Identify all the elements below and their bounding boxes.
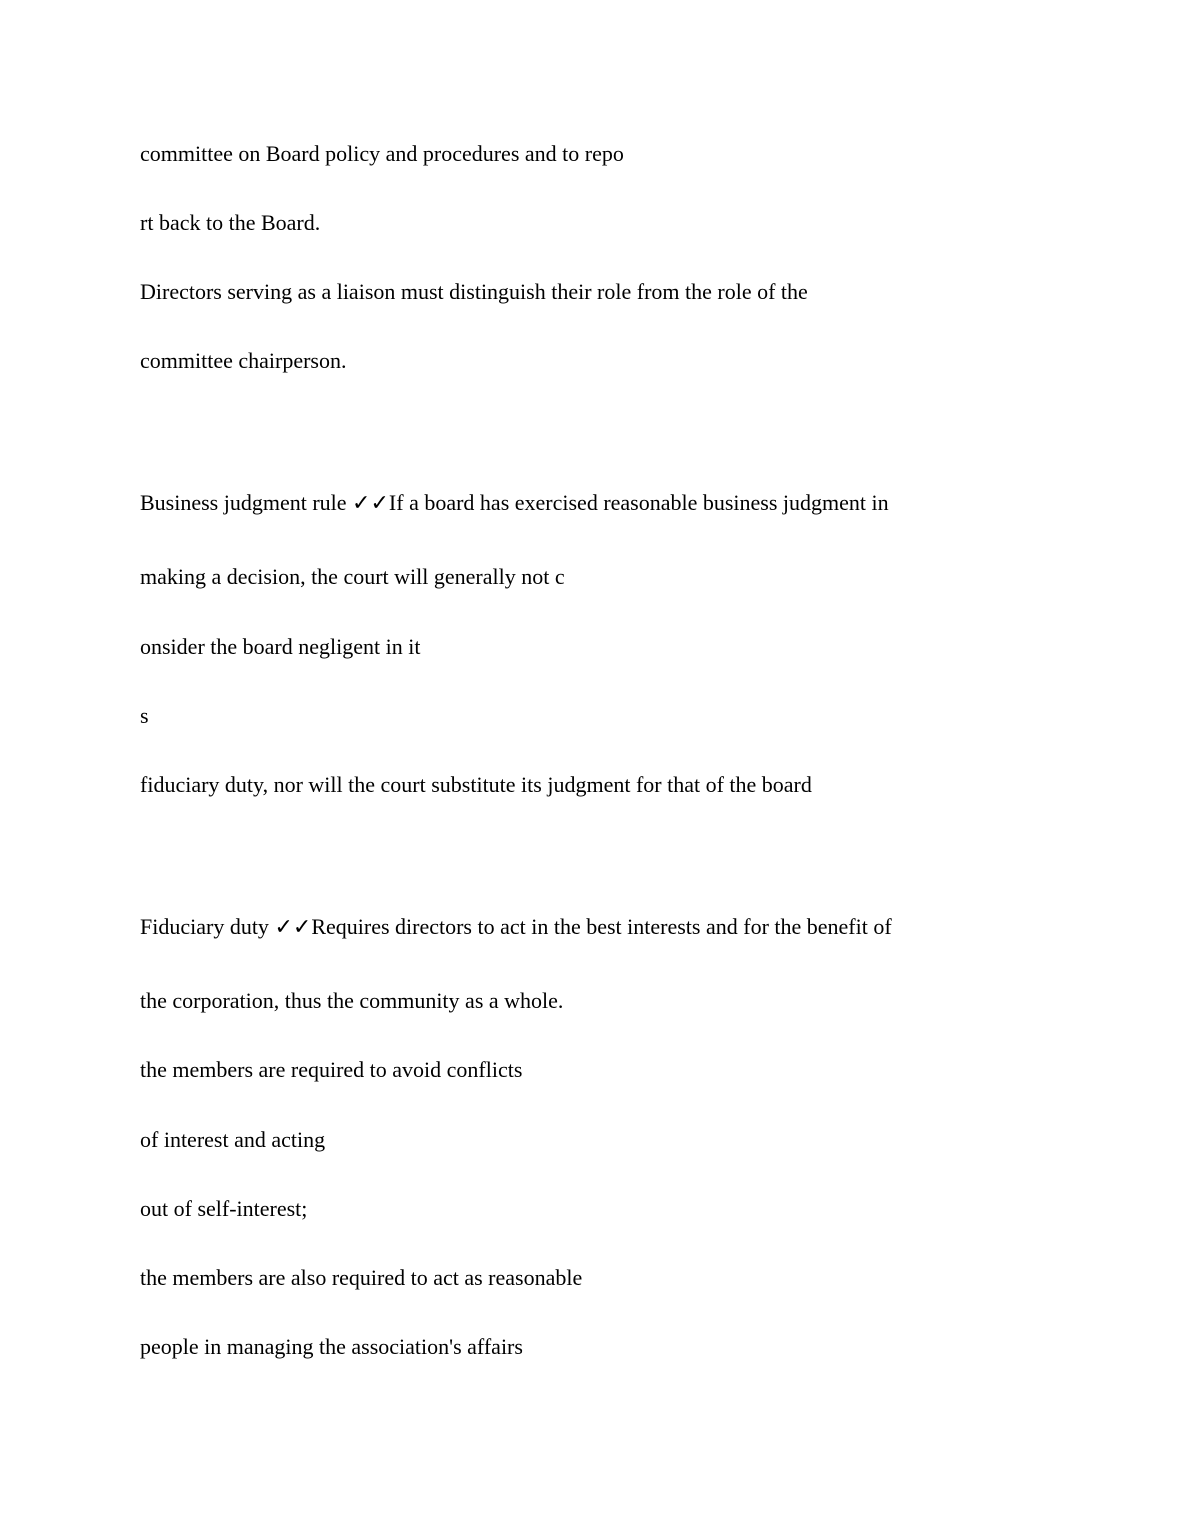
- term-heading-line: [140, 490, 889, 517]
- definition-line: people in managing the association's affairs: [140, 1334, 523, 1359]
- body-text-line: committee chairperson.: [140, 348, 347, 373]
- term-label: Fiduciary duty: [140, 914, 269, 939]
- definition-line: s: [140, 703, 149, 728]
- definition-line: onsider the board negligent in it: [140, 634, 421, 659]
- definition-line: the members are required to avoid conflicts: [140, 1057, 523, 1082]
- double-check-icon: ✓✓: [352, 491, 389, 516]
- term-heading-line: [140, 914, 892, 941]
- definition-line: the members are also required to act as reasonable: [140, 1265, 583, 1290]
- term-label: Business judgment rule: [140, 490, 347, 515]
- definition-text: If a board has exercised reasonable business judgment in: [388, 490, 889, 515]
- body-text-line: Directors serving as a liaison must distinguish their role from the role of the: [140, 279, 808, 304]
- definition-line: fiduciary duty, nor will the court substitute its judgment for that of the board: [140, 772, 812, 797]
- definition-text: Requires directors to act in the best interests and for the benefit of: [311, 914, 892, 939]
- definition-line: the corporation, thus the community as a whole.: [140, 988, 564, 1013]
- body-text-line: rt back to the Board.: [140, 210, 321, 235]
- body-text-line: committee on Board policy and procedures and to repo: [140, 141, 624, 166]
- definition-line: of interest and acting: [140, 1127, 326, 1152]
- definition-line: making a decision, the court will generally not c: [140, 564, 565, 589]
- definition-line: out of self-interest;: [140, 1196, 308, 1221]
- double-check-icon: ✓✓: [274, 915, 312, 940]
